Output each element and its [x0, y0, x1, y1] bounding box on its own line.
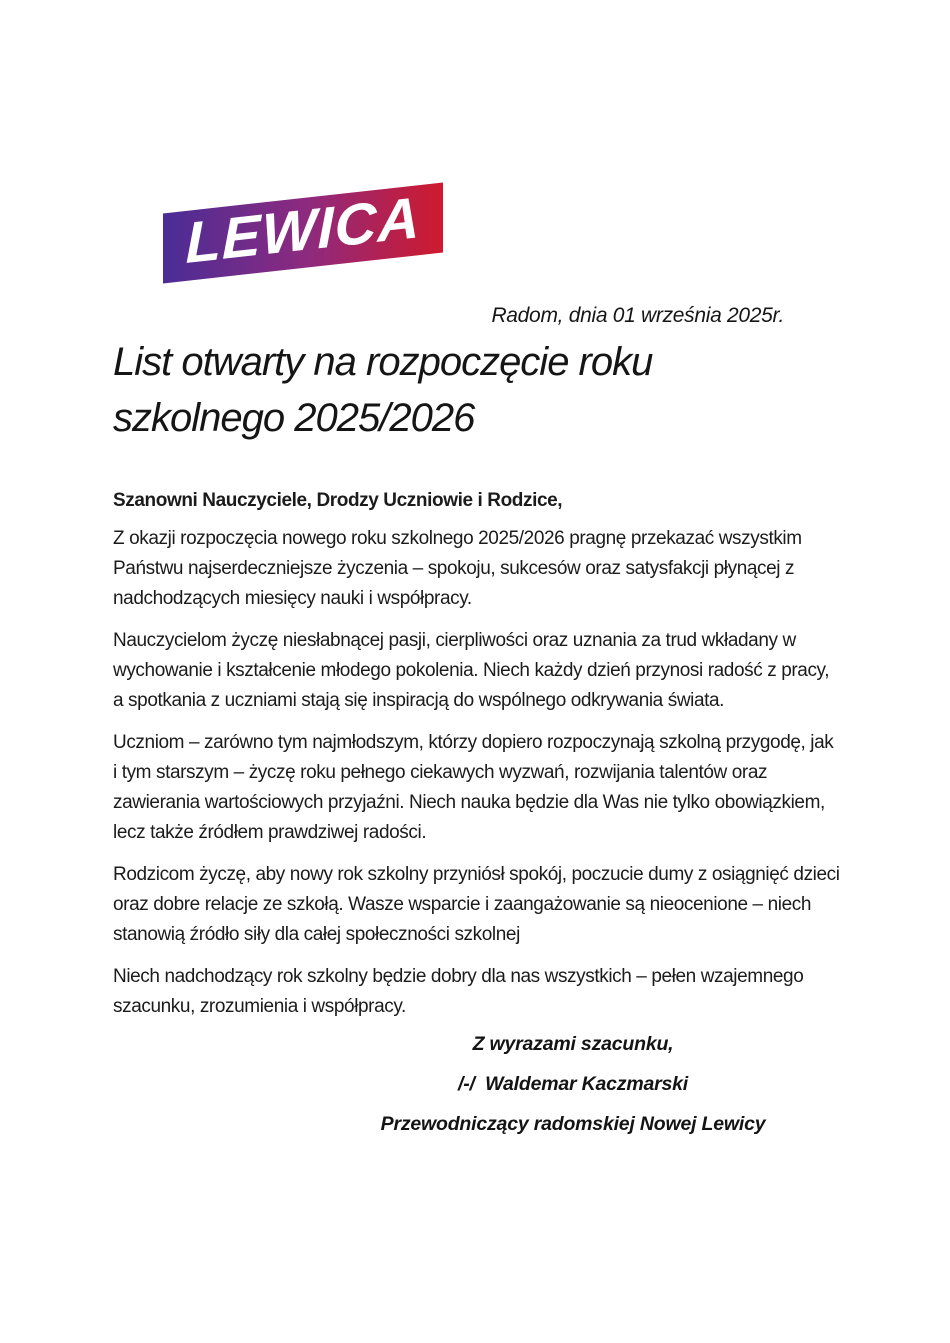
closing-block — [293, 1024, 853, 1144]
dateline: Radom, dnia 01 września 2025r. — [491, 304, 784, 327]
lewica-logo — [163, 183, 443, 284]
letter-title: List otwarty na rozpoczęcie roku szkolnego 2025/2026 — [113, 340, 653, 440]
greeting: Szanowni Nauczyciele, Drodzy Uczniowie i Rodzice, — [113, 490, 563, 511]
closing-salutation: Z wyrazami szacunku, — [472, 1033, 674, 1055]
lewica-logo-text: LEWICA — [185, 185, 421, 276]
paragraph-students: Uczniom – zarówno tym najmłodszym, którzy dopiero rozpoczynają szkolną przygodę, jak i tym starszym – życzę roku pełnego ciekawych wyzwań, rozwijania talentów oraz zawierania wartościowych przyjaźni. Niech nauka będzie dla Was nie tylko obowiązkiem, lecz także źródłem prawdziwej radości. — [113, 732, 834, 843]
paragraph-wishes-all: Z okazji rozpoczęcia nowego roku szkolnego 2025/2026 pragnę przekazać wszystkim Państwu najserdeczniejsze życzenia – spokoju, sukcesów oraz satysfakcji płynącej z nadchodzących miesięcy nauki i współpracy. — [113, 528, 802, 609]
closing-signature: /-/ Waldemar Kaczmarski — [457, 1073, 689, 1095]
paragraph-parents: Rodzicom życzę, aby nowy rok szkolny przyniósł spokój, poczucie dumy z osiągnięć dzieci oraz dobre relacje ze szkołą. Wasze wsparcie i zaangażowanie są nieocenione – niech stanowią źródło siły dla całej społeczności szkolnej — [113, 864, 840, 945]
paragraph-final-wish: Niech nadchodzący rok szkolny będzie dobry dla nas wszystkich – pełen wzajemnego szacunku, zrozumienia i współpracy. — [113, 966, 804, 1017]
closing-role: Przewodniczący radomskiej Nowej Lewicy — [380, 1113, 766, 1135]
paragraph-teachers: Nauczycielom życzę niesłabnącej pasji, cierpliwości oraz uznania za trud wkładany w wychowanie i kształcenie młodego pokolenia. Niech każdy dzień przynosi radość z pracy, a spotkania z uczniami stają się inspiracją do wspólnego odkrywania świata. — [113, 630, 830, 711]
letter-body — [113, 486, 840, 1034]
